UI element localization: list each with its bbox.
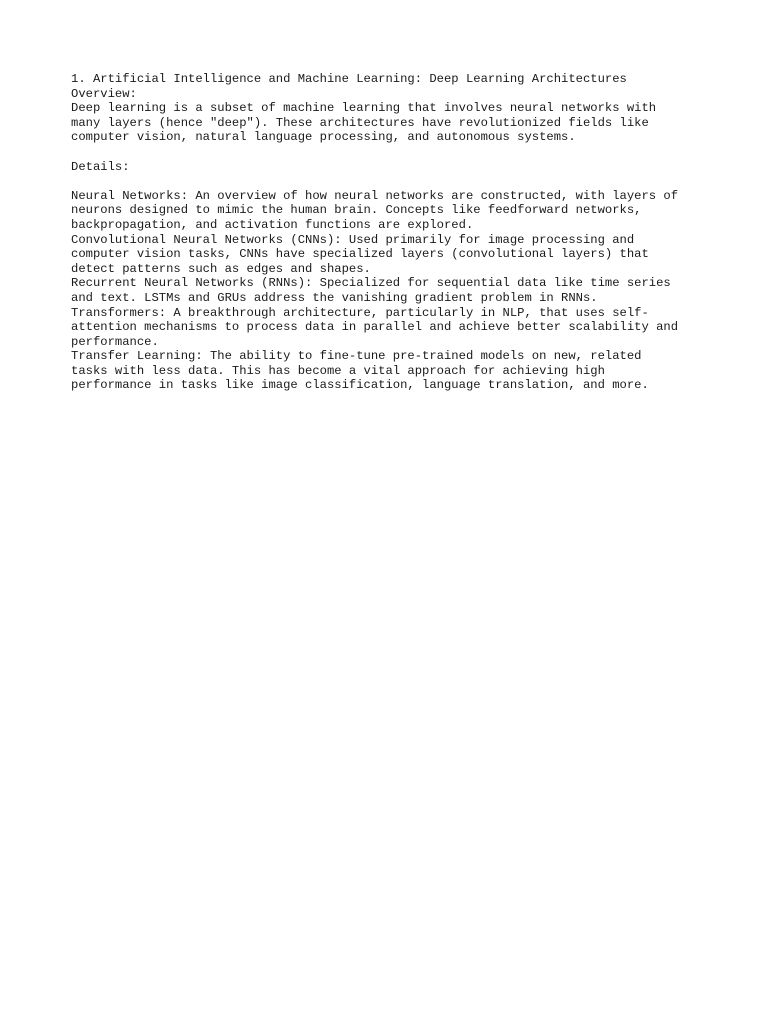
detail-item-cnns — [71, 233, 731, 277]
detail-line: detect patterns such as edges and shapes. — [71, 261, 371, 276]
detail-line: neurons designed to mimic the human brain. Concepts like feedforward networks, — [71, 203, 642, 218]
detail-line: Recurrent Neural Networks (RNNs): Specialized for sequential data like time series — [71, 276, 671, 291]
detail-item-neural-networks — [71, 189, 731, 233]
detail-line: Transformers: A breakthrough architecture, particularly in NLP, that uses self- — [71, 305, 649, 320]
detail-line: Transfer Learning: The ability to fine-tune pre-trained models on new, related — [71, 349, 642, 364]
overview-paragraph — [71, 101, 731, 145]
overview-line: computer vision, natural language processing, and autonomous systems. — [71, 130, 576, 145]
detail-line: performance. — [71, 334, 159, 349]
document-page — [71, 72, 731, 393]
spacer — [71, 174, 731, 189]
document-heading: 1. Artificial Intelligence and Machine Learning: Deep Learning Architectures — [71, 72, 627, 86]
overview-line: Deep learning is a subset of machine learning that involves neural networks with — [71, 101, 657, 116]
detail-line: backpropagation, and activation functions are explored. — [71, 217, 474, 232]
detail-item-rnns — [71, 276, 731, 305]
detail-line: attention mechanisms to process data in parallel and achieve better scalability and — [71, 320, 679, 335]
detail-line: Convolutional Neural Networks (CNNs): Used primarily for image processing and — [71, 232, 635, 247]
detail-item-transformers — [71, 306, 731, 350]
detail-item-transfer-learning — [71, 349, 731, 393]
detail-line: computer vision tasks, CNNs have specialized layers (convolutional layers) that — [71, 247, 649, 262]
overview-label: Overview: — [71, 86, 137, 101]
overview-line: many layers (hence "deep"). These architectures have revolutionized fields like — [71, 115, 649, 130]
detail-line: tasks with less data. This has become a vital approach for achieving high — [71, 363, 605, 378]
details-label: Details: — [71, 159, 130, 174]
detail-line: performance in tasks like image classification, language translation, and more. — [71, 378, 649, 393]
detail-line: Neural Networks: An overview of how neural networks are constructed, with layers of — [71, 188, 679, 203]
spacer — [71, 145, 731, 160]
detail-line: and text. LSTMs and GRUs address the vanishing gradient problem in RNNs. — [71, 290, 598, 305]
